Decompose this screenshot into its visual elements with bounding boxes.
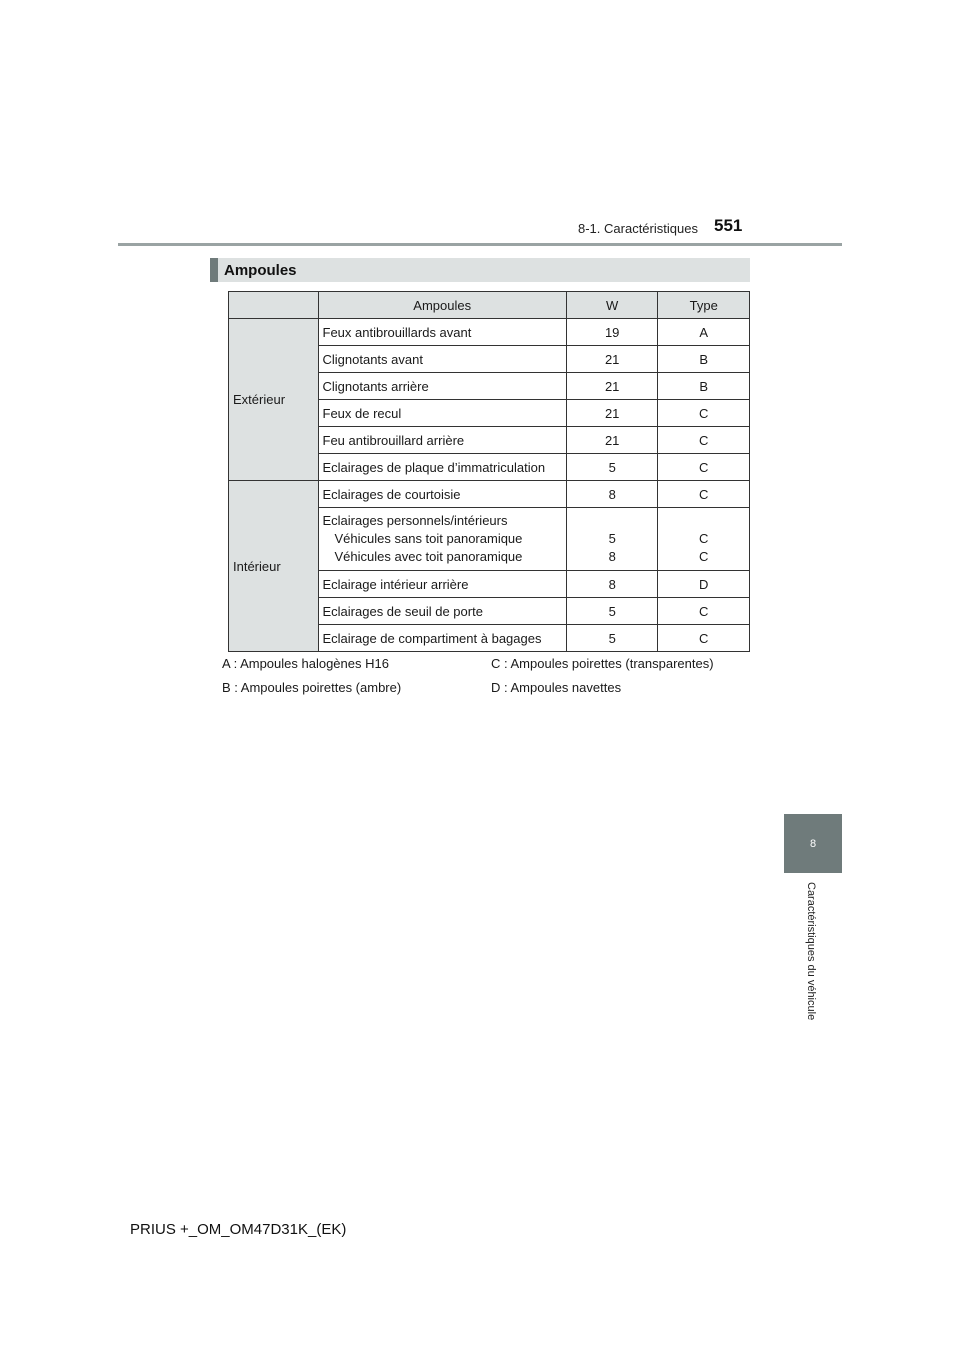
bulb-type: C: [658, 481, 750, 508]
header-section-title: 8-1. Caractéristiques: [578, 221, 698, 236]
page-number: 551: [714, 216, 743, 235]
bulb-name: Eclairage intérieur arrière: [318, 571, 566, 598]
legend-item-d: D : Ampoules navettes: [491, 680, 622, 695]
group-label-exterior: Extérieur: [229, 319, 319, 481]
legend-item-a: A : Ampoules halogènes H16: [222, 656, 389, 671]
chapter-title-vertical: Caractéristiques du véhicule: [805, 882, 817, 1021]
bulb-type: C: [658, 454, 750, 481]
bulb-watt: 5: [608, 531, 616, 546]
bulb-name: Clignotants arrière: [318, 373, 566, 400]
bulb-type: C: [658, 598, 750, 625]
bulb-watt-multi: [566, 508, 658, 571]
bulb-watt: 8: [608, 549, 616, 564]
bulb-subvariant: Véhicules sans toit panoramique: [334, 531, 523, 546]
bulb-type: A: [658, 319, 750, 346]
chapter-tab: [784, 814, 842, 873]
column-header-group: [229, 292, 319, 319]
table-row: [229, 319, 750, 346]
bulb-name: Eclairages de seuil de porte: [318, 598, 566, 625]
bulb-type-multi: [658, 508, 750, 571]
bulb-subvariant: Véhicules avec toit panoramique: [334, 549, 523, 564]
legend-item-c: C : Ampoules poirettes (transparentes): [491, 656, 714, 671]
bulb-type: C: [658, 427, 750, 454]
header-divider: [118, 243, 842, 246]
bulb-name-multi: [318, 508, 566, 571]
section-title: Ampoules: [224, 261, 297, 279]
bulb-type: D: [658, 571, 750, 598]
bulb-watt: 8: [566, 481, 658, 508]
group-label-interior: Intérieur: [229, 481, 319, 652]
section-heading: [210, 258, 750, 282]
chapter-number: 8: [809, 837, 817, 850]
bulb-watt: 21: [566, 400, 658, 427]
bulb-type: B: [658, 373, 750, 400]
bulb-watt: 21: [566, 373, 658, 400]
column-header-watt: W: [566, 292, 658, 319]
bulb-name: Clignotants avant: [318, 346, 566, 373]
document-code: PRIUS +_OM_OM47D31K_(EK): [130, 1221, 347, 1238]
bulb-watt: 5: [566, 598, 658, 625]
bulb-name: Eclairages de courtoisie: [318, 481, 566, 508]
table-header-row: [229, 292, 750, 319]
bulbs-table: [228, 291, 750, 652]
bulb-type: C: [658, 400, 750, 427]
bulb-name: Eclairage de compartiment à bagages: [318, 625, 566, 652]
bulb-name: Eclairages de plaque d’immatriculation: [318, 454, 566, 481]
bulb-type: B: [658, 346, 750, 373]
bulb-type: C: [658, 625, 750, 652]
bulb-watt: 8: [566, 571, 658, 598]
legend-item-b: B : Ampoules poirettes (ambre): [222, 680, 402, 695]
table-row: [229, 481, 750, 508]
bulb-name: Feu antibrouillard arrière: [318, 427, 566, 454]
section-accent-bar: [210, 258, 218, 282]
column-header-bulbs: Ampoules: [318, 292, 566, 319]
bulb-name: Feux antibrouillards avant: [318, 319, 566, 346]
bulb-watt: 5: [566, 454, 658, 481]
bulb-watt: 21: [566, 346, 658, 373]
bulb-name: Feux de recul: [318, 400, 566, 427]
bulb-watt: 19: [566, 319, 658, 346]
bulb-type: C: [699, 549, 709, 564]
bulb-name: Eclairages personnels/intérieurs: [322, 513, 508, 528]
column-header-type: Type: [658, 292, 750, 319]
bulb-watt: 21: [566, 427, 658, 454]
bulb-watt: 5: [566, 625, 658, 652]
bulb-type: C: [699, 531, 709, 546]
